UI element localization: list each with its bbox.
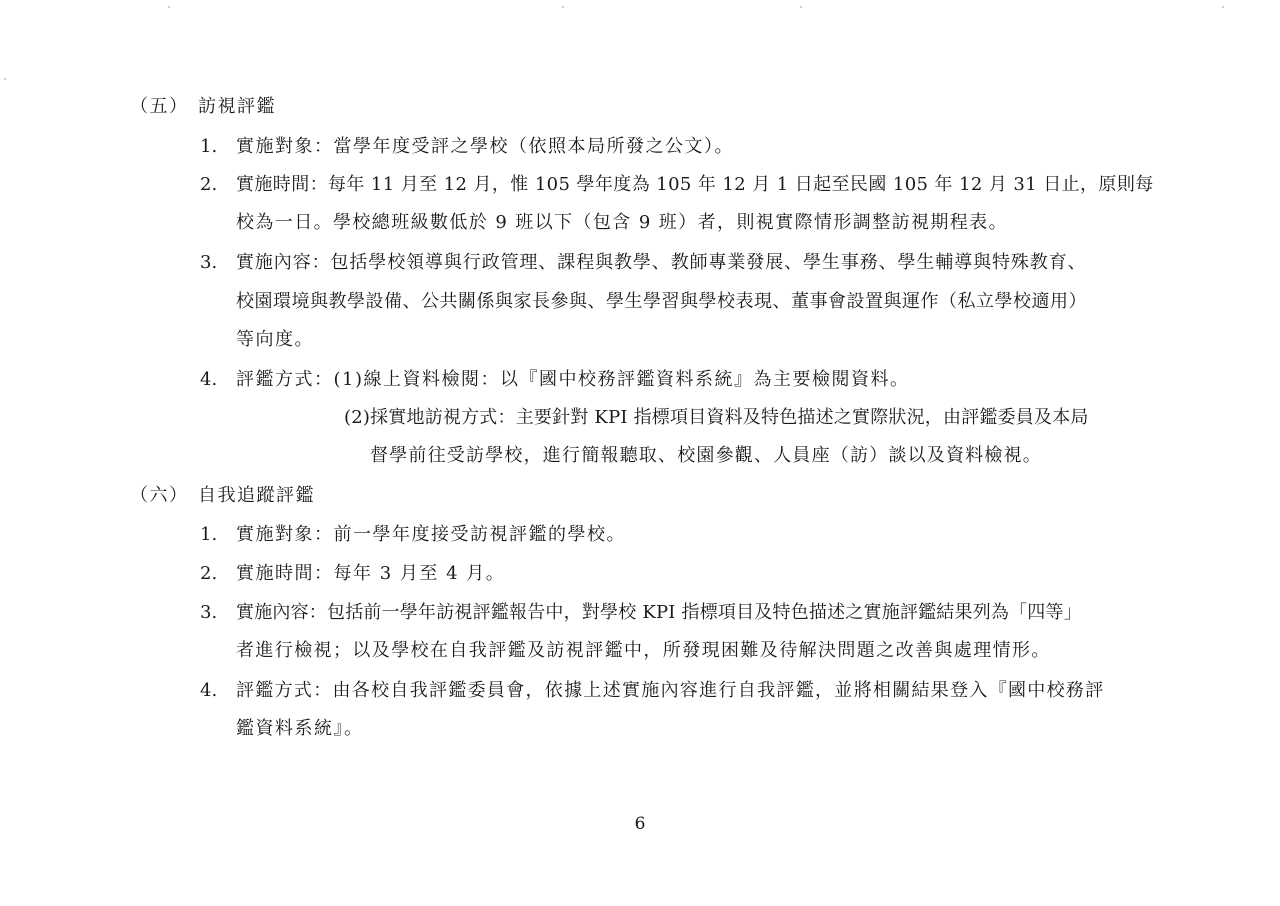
item-text-line: 鑑資料系統』。: [236, 718, 364, 739]
section-marker: （六）: [130, 485, 189, 506]
item-text-line: 實施對象：當學年度受評之學校（依照本局所發之公文）。: [236, 136, 734, 157]
item-text-line: (2)採實地訪視方式：主要針對 KPI 指標項目資料及特色描述之實際狀況，由評鑑委員及本局: [344, 407, 1089, 428]
scan-speck: [562, 6, 564, 8]
item-text-line: 實施內容：包括前一學年訪視評鑑報告中，對學校 KPI 指標項目及特色描述之實施評鑑結果列為「四等」: [236, 602, 1082, 623]
scan-speck: [1222, 6, 1224, 8]
item-text-line: 實施內容：包括學校領導與行政管理、課程與教學、教師專業發展、學生事務、學生輔導與特殊教育、: [236, 252, 1087, 273]
page-number: 6: [634, 814, 646, 834]
scan-speck: [800, 6, 802, 8]
section-title: 訪視評鑑: [198, 96, 276, 117]
section-heading: [130, 94, 276, 120]
item-text-line: 者進行檢視；以及學校在自我評鑑及訪視評鑑中，所發現困難及待解決問題之改善與處理情形。: [236, 640, 1051, 661]
item-text-line: 等向度。: [236, 329, 314, 350]
item-number: 2.: [200, 563, 218, 584]
scan-speck: [4, 78, 6, 80]
section-marker: （五）: [130, 96, 189, 117]
item-number: 1.: [200, 524, 218, 545]
item-number: 4.: [200, 680, 218, 701]
item-number: 4.: [200, 369, 218, 390]
item-text-line: 實施時間：每年 11 月至 12 月，惟 105 學年度為 105 年 12 月 1 日起至民國 105 年 12 月 31 日止，原則每: [236, 174, 1154, 195]
item-text-line: 實施時間：每年 3 月至 4 月。: [236, 563, 506, 584]
item-text-line: 評鑑方式：(1)線上資料檢閱：以『國中校務評鑑資料系統』為主要檢閱資料。: [236, 369, 910, 390]
item-number: 3.: [200, 252, 218, 273]
item-number: 1.: [200, 136, 218, 157]
section-heading: [130, 483, 315, 509]
item-text-line: 校園環境與教學設備、公共關係與家長參與、學生學習與學校表現、董事會設置與運作（私立學校適用）: [236, 291, 1087, 312]
item-number: 3.: [200, 602, 218, 623]
scan-speck: [168, 6, 170, 8]
item-number: 2.: [200, 174, 218, 195]
item-text-line: 評鑑方式：由各校自我評鑑委員會，依據上述實施內容進行自我評鑑，並將相關結果登入『國中校務評: [236, 680, 1105, 701]
section-title: 自我追蹤評鑑: [198, 485, 315, 506]
item-text-line: 實施對象：前一學年度接受訪視評鑑的學校。: [236, 524, 626, 545]
item-text-line: 督學前往受訪學校，進行簡報聽取、校園參觀、人員座（訪）談以及資料檢視。: [370, 445, 1042, 466]
item-text-line: 校為一日。學校總班級數低於 9 班以下（包含 9 班）者，則視實際情形調整訪視期程表。: [236, 212, 1008, 233]
